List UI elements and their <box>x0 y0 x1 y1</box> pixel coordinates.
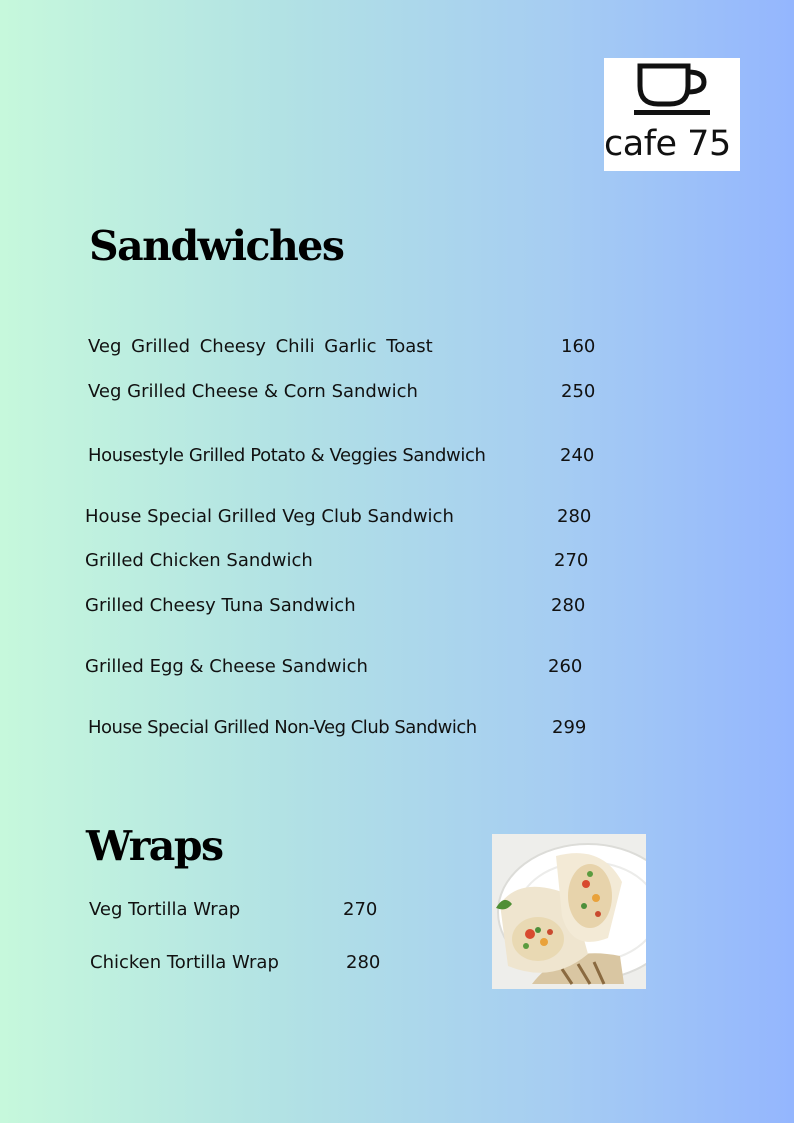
item-name: Grilled Chicken Sandwich <box>85 550 313 571</box>
item-price: 270 <box>343 899 378 920</box>
item-name: Housestyle Grilled Potato & Veggies Sandwich <box>88 445 486 466</box>
item-price: 280 <box>557 506 592 527</box>
item-name: House Special Grilled Veg Club Sandwich <box>85 506 454 527</box>
tortilla-wrap-image <box>492 834 646 989</box>
item-name: Grilled Cheesy Tuna Sandwich <box>85 595 356 616</box>
cafe-logo <box>604 58 740 171</box>
item-price: 240 <box>560 445 595 466</box>
item-price: 280 <box>346 952 381 973</box>
item-name: Veg Grilled Cheesy Chili Garlic Toast <box>88 336 433 357</box>
wraps-heading: Wraps <box>86 822 223 870</box>
item-price: 270 <box>554 550 589 571</box>
item-price: 299 <box>552 717 587 738</box>
item-name: House Special Grilled Non-Veg Club Sandwich <box>88 717 477 738</box>
wrap-photo <box>492 834 646 989</box>
item-price: 250 <box>561 381 596 402</box>
item-name: Chicken Tortilla Wrap <box>90 952 279 973</box>
item-name: Grilled Egg & Cheese Sandwich <box>85 656 368 677</box>
item-price: 280 <box>551 595 586 616</box>
logo-text: cafe 75 <box>604 124 731 164</box>
coffee-cup-icon <box>634 62 710 118</box>
item-price: 160 <box>561 336 596 357</box>
item-price: 260 <box>548 656 583 677</box>
sandwiches-heading: Sandwiches <box>89 222 344 270</box>
item-name: Veg Grilled Cheese & Corn Sandwich <box>88 381 418 402</box>
item-name: Veg Tortilla Wrap <box>89 899 241 920</box>
